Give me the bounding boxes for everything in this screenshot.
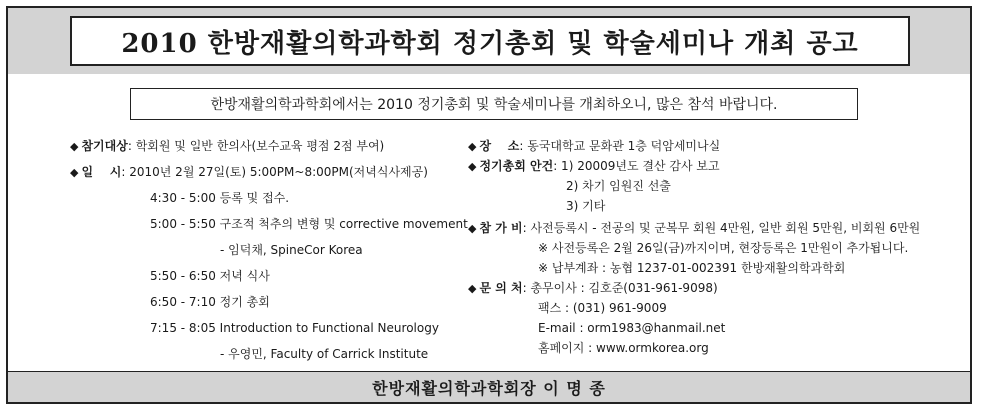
place-label: 장 소 — [479, 139, 520, 153]
contact-item: 팩스 : (031) 961-9009 — [538, 301, 667, 315]
diamond-bullet-icon: ◆ — [468, 160, 477, 173]
diamond-bullet-icon: ◆ — [468, 222, 477, 235]
schedule-item: 5:50 - 6:50 저녁 식사 — [150, 269, 270, 283]
fee-value: : 사전등록시 - 전공의 및 군복무 회원 4만원, 일반 회원 5만원, 비회원 6만원 — [522, 221, 921, 235]
contact-label: 문 의 처 — [479, 281, 523, 295]
fee-label: 참 가 비 — [479, 221, 523, 235]
agenda-label: 정기총회 안건 — [479, 159, 554, 173]
agenda-item: : 1) 20009년도 결산 감사 보고 — [553, 159, 720, 173]
contact-item: E-mail : orm1983@hanmail.net — [538, 321, 726, 335]
schedule-speaker: - 임덕채, SpineCor Korea — [220, 243, 363, 257]
notice-frame — [6, 6, 972, 404]
time-label: 일 시 — [81, 165, 122, 179]
target-line — [70, 138, 384, 155]
target-label: 참기대상 — [81, 139, 128, 153]
title-band — [8, 8, 970, 74]
diamond-bullet-icon: ◆ — [70, 166, 79, 179]
place-line — [468, 138, 720, 155]
title-box — [70, 16, 910, 66]
agenda-item: 2) 차기 임원진 선출 — [566, 179, 671, 193]
schedule-item: 7:15 - 8:05 Introduction to Functional Neurology — [150, 321, 439, 335]
diamond-bullet-icon: ◆ — [468, 140, 477, 153]
diamond-bullet-icon: ◆ — [70, 140, 79, 153]
contact-item: 홈페이지 : www.ormkorea.org — [538, 341, 709, 355]
agenda-item: 3) 기타 — [566, 199, 606, 213]
agenda-line — [468, 158, 720, 175]
fee-line — [468, 220, 920, 237]
target-value: : 학회원 및 일반 한의사(보수교육 평점 2점 부여) — [127, 139, 385, 153]
schedule-speaker: - 우영민, Faculty of Carrick Institute — [220, 347, 429, 361]
time-value: : 2010년 2월 27일(토) 5:00PM~8:00PM(저녁식사제공) — [121, 165, 428, 179]
place-value: : 동국대학교 문화관 1층 덕암세미나실 — [519, 139, 721, 153]
contact-line — [468, 280, 718, 297]
schedule-item: 5:00 - 5:50 구조적 척추의 변형 및 corrective movement — [150, 217, 468, 231]
diamond-bullet-icon: ◆ — [468, 282, 477, 295]
schedule-item: 6:50 - 7:10 정기 총회 — [150, 295, 270, 309]
fee-note: ※ 사전등록은 2월 26일(금)까지이며, 현장등록은 1만원이 추가됩니다. — [538, 241, 909, 255]
intro-box — [130, 88, 858, 120]
contact-item: : 총무이사 : 김호준(031-961-9098) — [522, 281, 718, 295]
intro-text: 한방재활의학과학회에서는 2010 정기총회 및 학술세미나를 개최하오니, 많은 참석 바랍니다. — [210, 97, 778, 113]
time-line — [70, 164, 428, 181]
fee-note: ※ 납부계좌 : 농협 1237-01-002391 한방재활의학과학회 — [538, 261, 846, 275]
schedule-item: 4:30 - 5:00 등록 및 접수. — [150, 191, 290, 205]
footer-signature: 한방재활의학과학회장 이 명 종 — [372, 378, 606, 398]
footer-band — [8, 371, 970, 402]
notice-title: 2010 한방재활의학과학회 정기총회 및 학술세미나 개최 공고 — [121, 28, 859, 59]
